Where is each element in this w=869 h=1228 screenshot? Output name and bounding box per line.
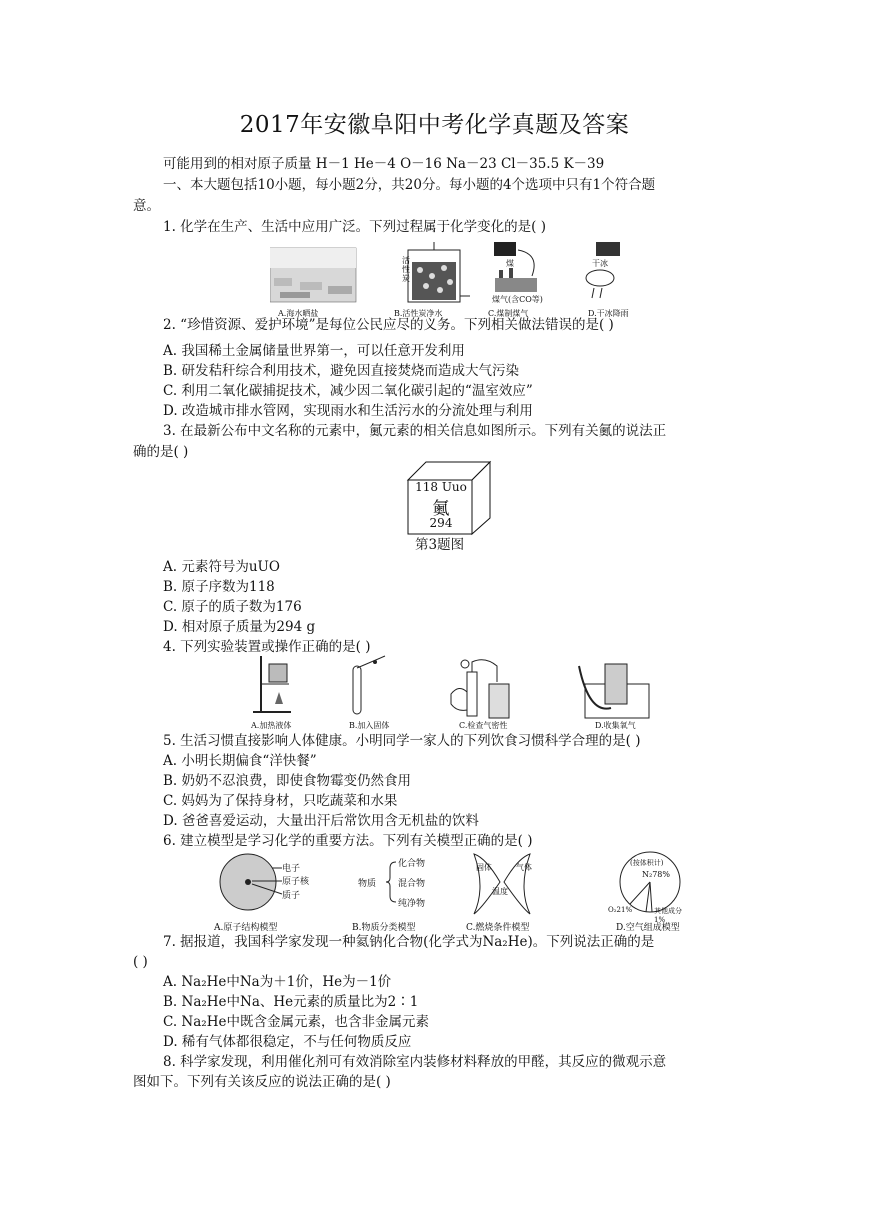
atom-label-electron: 电子: [282, 864, 301, 874]
q6-caption-b: B.物质分类模型: [352, 923, 416, 933]
q3-option-c: C. 原子的质子数为176: [163, 599, 302, 615]
q1-label-c-top: 煤: [506, 259, 514, 268]
q1-caption-c: C.煤制煤气: [488, 309, 529, 318]
q1-label-c-bottom: 煤气(含CO等): [492, 295, 543, 304]
q1-label-d: 干冰: [592, 259, 608, 268]
q4-caption-c: C.检查气密性: [459, 721, 508, 730]
q3-option-d: D. 相对原子质量为294 g: [163, 619, 316, 635]
q1-figure: [270, 240, 630, 320]
q4-stem: 4. 下列实验装置或操作正确的是( ): [163, 639, 371, 655]
q1-stem: 1. 化学在生产、生活中应用广泛。下列过程属于化学变化的是( ): [163, 219, 546, 235]
q6-figure: [212, 848, 692, 932]
combustion-temperature: 温度: [492, 887, 508, 896]
q2-option-b: B. 研发秸秆综合利用技术，避免因直接焚烧而造成大气污染: [163, 363, 520, 379]
q6-stem: 6. 建立模型是学习化学的重要方法。下列有关模型正确的是( ): [163, 833, 533, 849]
part1-instructions-cont: 意。: [133, 198, 160, 214]
q6-caption-d: D.空气组成模型: [616, 923, 680, 933]
atom-label-nucleus: 原子核: [282, 877, 310, 887]
air-n2: N₂78%: [642, 870, 670, 879]
atomic-mass-line: 可能用到的相对原子质量 H－1 He－4 O－16 Na－23 Cl－35.5 K－39: [163, 156, 605, 172]
q1-caption-a: A.海水晒盐: [278, 309, 319, 318]
q3-figure-caption: 第3题图: [415, 537, 465, 553]
q2-option-c: C. 利用二氧化碳捕捉技术，减少因二氧化碳引起的“温室效应”: [163, 383, 533, 399]
page-title: 2017年安徽阜阳中考化学真题及答案: [239, 112, 630, 138]
q4-figure: [245, 654, 665, 732]
q2-option-d: D. 改造城市排水管网，实现雨水和生活污水的分流处理与利用: [163, 403, 533, 419]
q4-caption-d: D.收集氧气: [595, 721, 636, 730]
q5-option-a: A. 小明长期偏食“洋快餐”: [163, 753, 317, 769]
q4-caption-b: B.加入固体: [349, 721, 390, 730]
q7-option-a: A. Na₂He中Na为＋1价，He为－1价: [163, 974, 392, 990]
part1-instructions: 一、本大题包括10小题，每小题2分，共20分。每小题的4个选项中只有1个符合题: [163, 177, 656, 193]
q2-stem: 2. “珍惜资源、爱护环境”是每位公民应尽的义务。下列相关做法错误的是( ): [163, 317, 614, 333]
q1-drawings: [270, 240, 630, 320]
q8-stem: 8. 科学家发现，利用催化剂可有效消除室内装修材料释放的甲醛，其反应的微观示意: [163, 1054, 667, 1070]
q1-caption-b: B.活性炭净水: [394, 309, 443, 318]
q2-option-a: A. 我国稀土金属储量世界第一，可以任意开发利用: [163, 343, 465, 359]
element-symbol: 118 Uuo: [415, 480, 467, 494]
classification-item-2: 混合物: [398, 879, 426, 889]
combustion-solid: 固体: [476, 863, 492, 872]
air-o2: O₂21%: [608, 906, 633, 914]
atom-label-proton: 质子: [282, 891, 301, 901]
classification-root: 物质: [358, 879, 377, 889]
q3-option-a: A. 元素符号为uUO: [163, 559, 280, 575]
q1-label-b: 活性炭: [402, 256, 410, 283]
classification-item-3: 纯净物: [398, 899, 426, 909]
classification-item-1: 化合物: [398, 859, 426, 869]
element-cell: [404, 458, 494, 536]
element-mass: 294: [429, 516, 453, 530]
q6-caption-a: A.原子结构模型: [214, 923, 278, 933]
q7-option-b: B. Na₂He中Na、He元素的质量比为2∶1: [163, 994, 419, 1010]
q7-option-c: C. Na₂He中既含金属元素，也含非金属元素: [163, 1014, 429, 1030]
q7-option-d: D. 稀有气体都很稳定，不与任何物质反应: [163, 1034, 412, 1050]
combustion-gas: 气体: [516, 863, 532, 872]
q5-option-b: B. 奶奶不忍浪费，即使食物霉变仍然食用: [163, 773, 412, 789]
air-title: (按体积计): [630, 859, 664, 867]
q3-stem: 3. 在最新公布中文名称的元素中，鿫元素的相关信息如图所示。下列有关鿫的说法正: [163, 423, 667, 439]
q6-caption-c: C.燃烧条件模型: [466, 923, 530, 933]
q4-caption-a: A.加热液体: [251, 721, 292, 730]
q7-stem: 7. 据报道，我国科学家发现一种氦钠化合物(化学式为Na₂He)。下列说法正确的是: [163, 934, 655, 950]
q3-option-b: B. 原子序数为118: [163, 579, 275, 595]
q3-stem-cont: 确的是( ): [133, 444, 189, 460]
q5-option-c: C. 妈妈为了保持身材，只吃蔬菜和水果: [163, 793, 398, 809]
air-other: 其他成分1%: [654, 907, 682, 924]
q5-option-d: D. 爸爸喜爱运动，大量出汗后常饮用含无机盐的饮料: [163, 813, 479, 829]
q5-stem: 5. 生活习惯直接影响人体健康。小明同学一家人的下列饮食习惯科学合理的是( ): [163, 733, 641, 749]
q7-stem-cont: ( ): [133, 954, 148, 970]
element-name: 鿫: [432, 499, 450, 519]
q1-caption-d: D.干冰降雨: [588, 309, 629, 318]
q8-stem-cont: 图如下。下列有关该反应的说法正确的是( ): [133, 1074, 391, 1090]
